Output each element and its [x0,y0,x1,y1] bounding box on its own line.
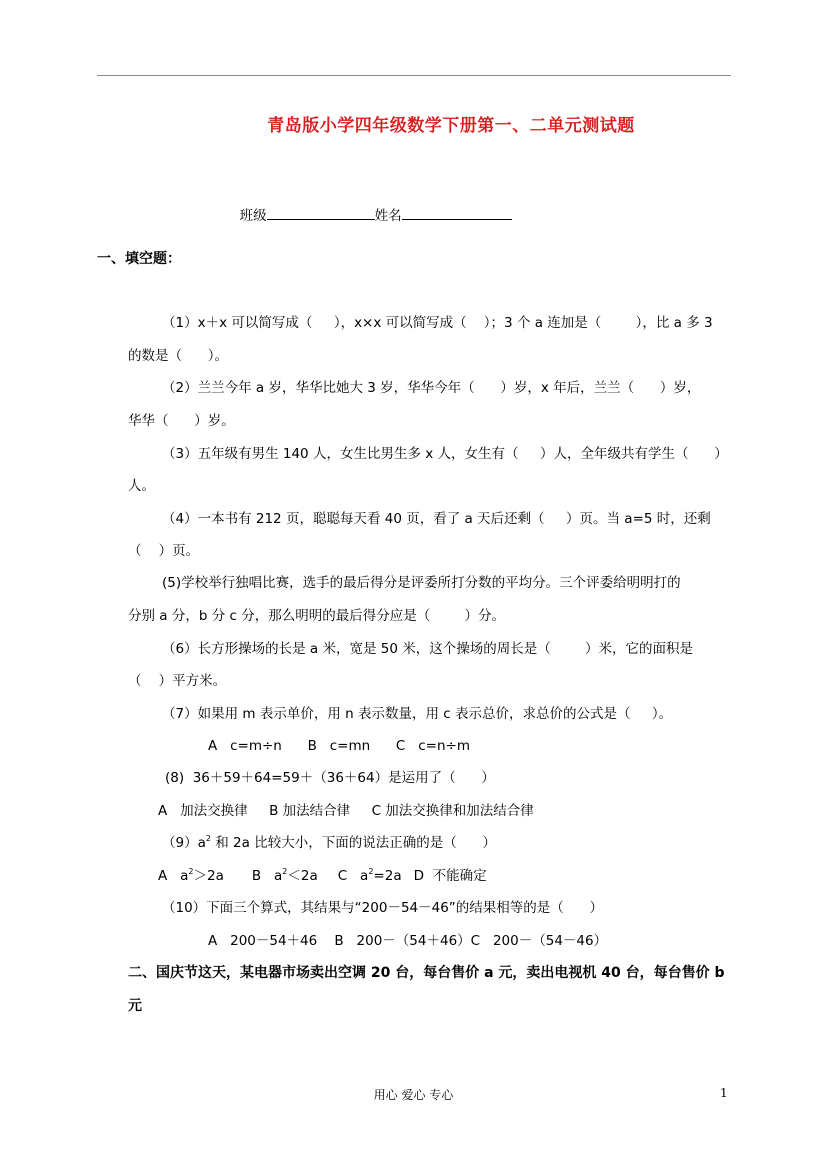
question-9-text: 和 2a 比较大小，下面的说法正确的是（ ） [210,835,496,851]
q9-option-c-prefix: C a [337,868,369,884]
student-info-line [231,187,512,225]
question-9-options [158,867,487,885]
q9-option-c-text: =2a [373,868,402,884]
exponent: 2 [282,867,288,876]
question-4-line-2: （ ）页。 [128,543,200,559]
q9-option-b-prefix: B a [251,868,283,884]
question-1-line-1: （1）x＋x 可以简写成（ ），x×x 可以简写成（ ）；3 个 a 连加是（ ），比 a 多 3 [162,315,713,331]
question-7-options: A c=m÷n B c=mn C c=n÷m [208,738,470,754]
q9-option-a-text: ＞2a [193,868,224,884]
question-10-options: A 200－54＋46 B 200－（54＋46）C 200－（54－46） [208,933,608,949]
header-rule [97,75,731,76]
section-2-line-2: 元 [128,998,142,1014]
exponent: 2 [205,834,211,843]
question-3-line-1: （3）五年级有男生 140 人，女生比男生多 x 人，女生有（ ）人，全年级共有学生（ ） [162,446,728,462]
question-1-line-2: 的数是（ ）。 [128,348,228,364]
question-10: （10）下面三个算式，其结果与“200－54－46”的结果相等的是（ ） [162,900,604,916]
question-4-line-1: （4）一本书有 212 页，聪聪每天看 40 页，看了 a 天后还剩（ ）页。当 a=5 时，还剩 [162,511,711,527]
question-5-line-1: (5)学校举行独唱比赛，选手的最后得分是评委所打分数的平均分。三个评委给明明打的 [162,575,681,591]
section-1-heading: 一、填空题： [97,251,181,267]
question-3-line-2: 人。 [128,478,155,494]
q9-option-d: D 不能确定 [413,868,487,884]
question-2-line-1: （2）兰兰今年 a 岁，华华比她大 3 岁，华华今年（ ）岁，x 年后，兰兰（ ）岁， [162,380,701,396]
class-blank[interactable] [267,205,375,220]
q9-option-b-text: ＜2a [287,868,318,884]
exponent: 2 [188,867,194,876]
question-8: (8) 36＋59＋64=59＋（36＋64）是运用了（ ） [165,770,495,786]
name-label: 姓名 [374,208,402,224]
exponent: 2 [368,867,374,876]
question-5-line-2: 分别 a 分，b 分 c 分，那么明明的最后得分应是（ ）分。 [128,608,506,624]
section-2-line-1: 二、国庆节这天，某电器市场卖出空调 20 台，每台售价 a 元，卖出电视机 40 台，每台售价 b [128,965,725,981]
question-9-prefix: （9）a [162,835,206,851]
name-blank[interactable] [402,205,512,220]
page-footer: 用心 爱心 专心 [373,1088,454,1102]
q9-option-a-prefix: A a [158,868,189,884]
question-2-line-2: 华华（ ）岁。 [128,413,235,429]
page-number: 1 [720,1086,728,1100]
question-9 [162,834,496,852]
question-6-line-2: （ ）平方米。 [128,673,227,689]
question-7: （7）如果用 m 表示单价，用 n 表示数量，用 c 表示总价，求总价的公式是（ ）。 [162,706,673,722]
page-title: 青岛版小学四年级数学下册第一、二单元测试题 [267,116,635,136]
question-6-line-1: （6）长方形操场的长是 a 米，宽是 50 米，这个操场的周长是（ ）米，它的面积是 [162,641,694,657]
question-8-options: A 加法交换律 B 加法结合律 C 加法交换律和加法结合律 [158,803,534,819]
class-label: 班级 [239,208,267,224]
